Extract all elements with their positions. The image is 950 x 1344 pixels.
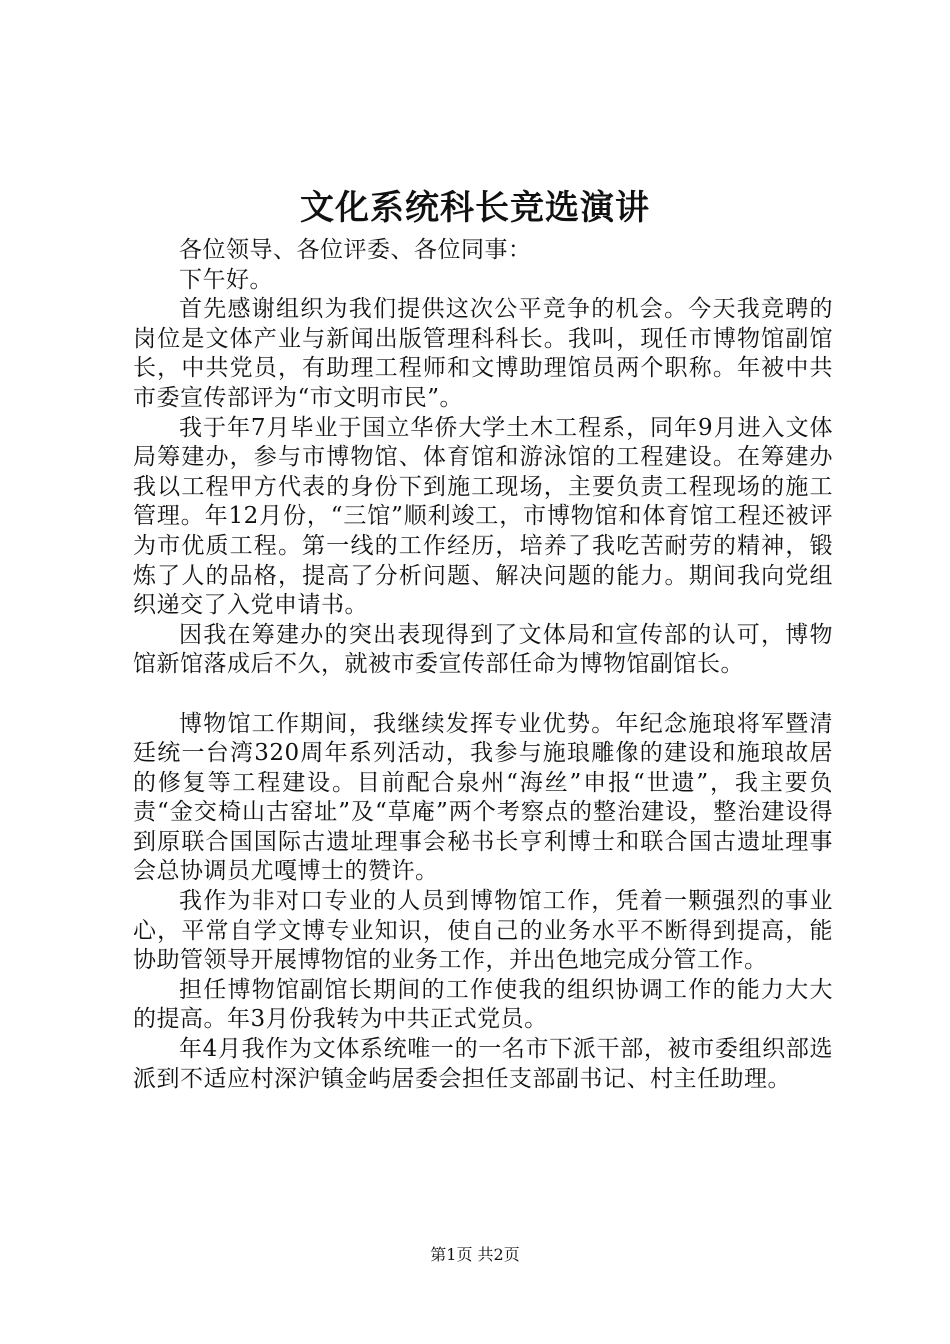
paragraph-introduction: 首先感谢组织为我们提供这次公平竞争的机会。今天我竞聘的岗位是文体产业与新闻出版管理科科长。我叫，现任市博物馆副馆长，中共党员，有助理工程师和文博助理馆员两个职称。年被中共市委宣传部评为“市文明市民”。 <box>133 296 833 411</box>
document-title: 文化系统科长竞选演讲 <box>300 188 650 228</box>
paragraph-appointment: 因我在筹建办的突出表现得到了文体局和宣传部的认可，博物馆新馆落成后不久，就被市委宣传部任命为博物馆副馆长。 <box>133 621 833 678</box>
page-number-footer: 第1页 共2页 <box>430 1245 520 1264</box>
document-body <box>133 236 833 1094</box>
paragraph-coordination: 担任博物馆副馆长期间的工作使我的组织协调工作的能力大大的提高。年3月份我转为中共正式党员。 <box>133 976 833 1033</box>
paragraph-museum-work: 博物馆工作期间，我继续发挥专业优势。年纪念施琅将军暨清廷统一台湾320周年系列活动，我参与施琅雕像的建设和施琅故居的修复等工程建设。目前配合泉州“海丝”申报“世遗”，我主要负责“金交椅山古窑址”及“草庵”两个考察点的整治建设，整治建设得到原联合国国际古遗址理事会秘书长亨利博士和联合国古遗址理事会总协调员尤嘎博士的赞许。 <box>133 710 833 885</box>
paragraph-salutation: 各位领导、各位评委、各位同事： <box>179 237 532 263</box>
paragraph-early-career: 我于年7月毕业于国立华侨大学土木工程系，同年9月进入文体局筹建办，参与市博物馆、体育馆和游泳馆的工程建设。在筹建办我以工程甲方代表的身份下到施工现场，主要负责工程现场的施工管理。年12月份，“三馆”顺利竣工，市博物馆和体育馆工程还被评为市优质工程。第一线的工作经历，培养了我吃苦耐劳的精神，锻炼了人的品格，提高了分析问题、解决问题的能力。期间我向党组织递交了入党申请书。 <box>133 414 833 619</box>
paragraph-dispatch: 年4月我作为文体系统唯一的一名市下派干部，被市委组织部选派到不适应村深沪镇金屿居委会担任支部副书记、村主任助理。 <box>133 1036 833 1092</box>
paragraph-self-study: 我作为非对口专业的人员到博物馆工作，凭着一颗强烈的事业心，平常自学文博专业知识，使自己的业务水平不断得到提高，能协助管领导开展博物馆的业务工作，并出色地完成分管工作。 <box>133 888 833 974</box>
paragraph-greeting: 下午好。 <box>179 266 273 293</box>
